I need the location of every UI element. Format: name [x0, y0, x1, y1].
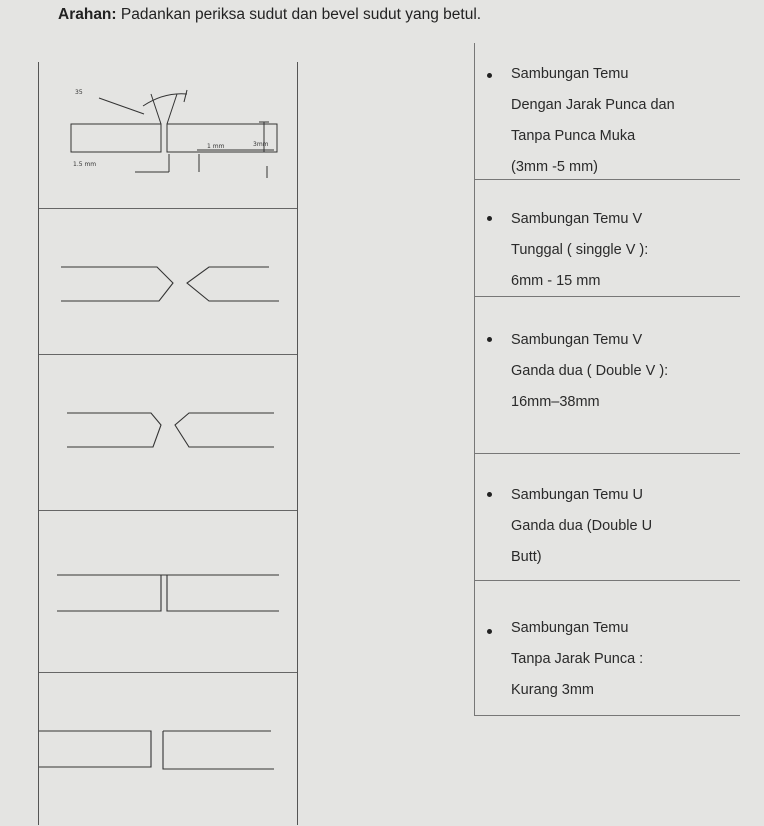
option-2	[475, 180, 740, 297]
option-1-line-3: Tanpa Punca Muka	[511, 128, 636, 144]
joint-cell-3	[39, 354, 297, 511]
instruction-text: Padankan periksa sudut dan bevel sudut yang betul.	[120, 6, 482, 23]
single-v-joint-diagram	[39, 209, 297, 355]
bullet-icon	[487, 73, 492, 78]
square-butt-diagram	[39, 673, 297, 826]
joint-diagram-column	[38, 62, 298, 825]
bullet-icon	[487, 337, 492, 342]
option-4-line-2: Ganda dua (Double U	[511, 518, 653, 534]
joint-cell-5	[39, 672, 297, 826]
option-3-line-3: 16mm–38mm	[511, 394, 600, 410]
option-3-line-1: Sambungan Temu V	[511, 332, 643, 348]
option-5-line-2: Tanpa Jarak Punca :	[511, 651, 644, 667]
instruction	[58, 6, 481, 24]
bullet-icon	[487, 629, 492, 634]
option-1-line-1: Sambungan Temu	[511, 66, 629, 82]
gap-label: 1 mm	[207, 143, 225, 150]
joint-cell-2	[39, 208, 297, 355]
option-5-line-3: Kurang 3mm	[511, 682, 595, 698]
option-5	[475, 581, 740, 716]
double-v-joint-diagram	[39, 355, 297, 511]
option-4	[475, 454, 740, 581]
option-1	[475, 43, 740, 180]
option-2-line-2: Tunggal ( singgle V ):	[511, 242, 649, 258]
joint-cell-4	[39, 510, 297, 673]
option-2-line-3: 6mm - 15 mm	[511, 273, 601, 289]
angle-label: 35	[75, 89, 83, 96]
root-face-label: 1.5 mm	[73, 161, 97, 168]
instruction-label: Arahan:	[58, 6, 117, 23]
joint-cell-1	[39, 62, 297, 208]
square-butt-gap-diagram	[39, 511, 297, 673]
option-4-line-1: Sambungan Temu U	[511, 487, 643, 503]
option-1-line-4: (3mm -5 mm)	[511, 159, 598, 175]
option-1-line-2: Dengan Jarak Punca dan	[511, 97, 675, 113]
description-column	[474, 43, 740, 716]
option-5-line-1: Sambungan Temu	[511, 620, 629, 636]
option-3-line-2: Ganda dua ( Double V ):	[511, 363, 669, 379]
bullet-icon	[487, 492, 492, 497]
option-2-line-1: Sambungan Temu V	[511, 211, 643, 227]
option-4-line-3: Butt)	[511, 549, 542, 565]
single-v-dimensioned-diagram	[39, 62, 297, 208]
thickness-label: 3mm	[253, 141, 269, 148]
bullet-icon	[487, 216, 492, 221]
option-3	[475, 297, 740, 454]
